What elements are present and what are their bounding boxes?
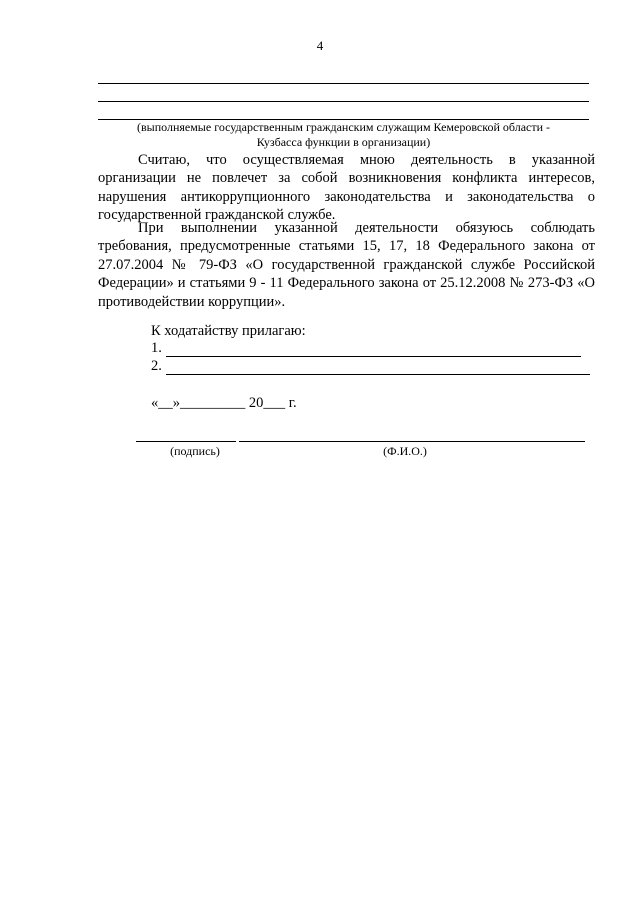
- attachment-item-1-line: [166, 341, 581, 357]
- attachment-item-2-number: 2.: [151, 358, 162, 374]
- caption-line-1: (выполняемые государственным гражданским служащим Кемеровской области -: [136, 120, 551, 134]
- attachment-item-2-line: [166, 359, 590, 375]
- caption-line-2: Кузбасса функции в организации): [256, 135, 431, 149]
- attachments-label: К ходатайству прилагаю:: [151, 323, 306, 339]
- signature-line: [136, 441, 236, 442]
- blank-line-1: [98, 83, 589, 84]
- obligation-paragraph: При выполнении указанной деятельности обязуюсь соблюдать требования, предусмотренные статьями 15, 17, 18 Федерального закона от 27.07.2004 № 79-ФЗ «О государственной гражданской службе Российской Федерации» и статьями 9 - 11 Федерального закона от 25.12.2008 № 273-ФЗ «О противодействии коррупции».: [98, 220, 595, 310]
- full-name-label: (Ф.И.О.): [383, 444, 427, 458]
- signature-label: (подпись): [170, 444, 220, 458]
- date-field: «__»_________ 20___ г.: [151, 395, 297, 411]
- functions-caption: [98, 120, 589, 150]
- blank-line-2: [98, 101, 589, 102]
- page-number: 4: [316, 38, 324, 53]
- attachment-item-1: [151, 340, 581, 357]
- attachment-item-2: [151, 358, 590, 375]
- full-name-line: [239, 441, 585, 442]
- attachment-item-1-number: 1.: [151, 340, 162, 356]
- conflict-statement-paragraph: Считаю, что осуществляемая мною деятельность в указанной организации не повлечет за собой возникновения конфликта интересов, нарушения антикоррупционного законодательства и законодательства о государственной гражданской службе.: [98, 152, 595, 224]
